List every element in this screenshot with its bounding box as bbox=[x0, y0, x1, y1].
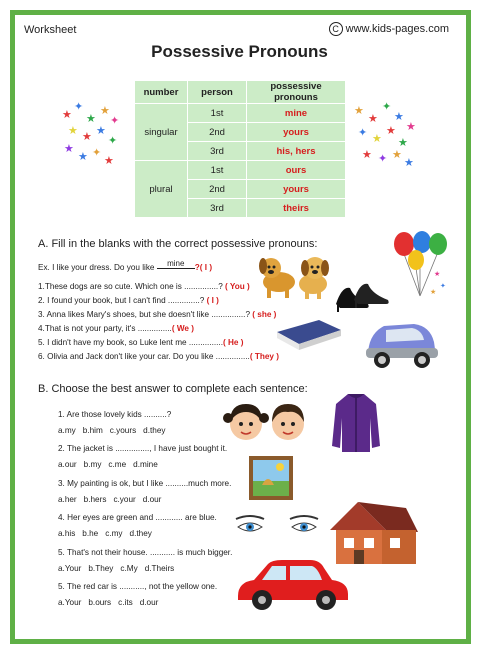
person-cell: 3rd bbox=[188, 199, 247, 218]
worksheet-label: Worksheet bbox=[24, 24, 77, 36]
pronoun-cell: theirs bbox=[247, 199, 346, 218]
list-item bbox=[38, 310, 276, 319]
red-car-icon bbox=[232, 556, 352, 612]
svg-text:✦: ✦ bbox=[382, 100, 392, 113]
answer-options bbox=[58, 598, 165, 607]
svg-text:★: ★ bbox=[68, 124, 78, 137]
svg-text:★: ★ bbox=[100, 104, 110, 117]
svg-text:★: ★ bbox=[96, 124, 106, 137]
example-answer: mine bbox=[157, 259, 195, 269]
high-heel-shoes-icon bbox=[332, 278, 392, 312]
question-text: 1. Are those lovely kids ..........? bbox=[58, 410, 172, 419]
option[interactable]: a.my bbox=[58, 426, 76, 435]
question-text: 2. The jacket is ..............., I have just bought it. bbox=[58, 444, 228, 453]
option[interactable]: d.they bbox=[129, 529, 152, 538]
answer-options bbox=[58, 529, 159, 538]
option[interactable]: d.our bbox=[139, 598, 159, 607]
svg-text:✦: ✦ bbox=[110, 114, 120, 127]
question-text: 5. That's not their house. ........... is much bigger. bbox=[58, 548, 233, 557]
list-item bbox=[38, 324, 194, 333]
svg-text:★: ★ bbox=[404, 156, 414, 169]
question-text: 3. My painting is ok, but I like ..........much more. bbox=[58, 479, 232, 488]
list-item bbox=[38, 352, 279, 361]
example-hint: ?( I ) bbox=[194, 263, 213, 272]
svg-text:★: ★ bbox=[430, 288, 437, 296]
item-text: 1.These dogs are so cute. Which one is ...............? bbox=[38, 282, 226, 291]
svg-text:★: ★ bbox=[392, 148, 402, 161]
item-text: 5. I didn't have my book, so Luke lent me ............... bbox=[38, 338, 223, 347]
site-url[interactable]: www.kids-pages.com bbox=[345, 23, 449, 35]
jacket-icon bbox=[330, 390, 382, 454]
balloons-icon bbox=[390, 230, 452, 302]
svg-text:✦: ✦ bbox=[108, 134, 118, 147]
smart-car-icon bbox=[362, 318, 440, 370]
puppies-icon bbox=[255, 248, 337, 300]
item-text: 3. Anna likes Mary's shoes, but she doesn't like ...............? bbox=[38, 310, 253, 319]
section-b-heading: B. Choose the best answer to complete each sentence: bbox=[38, 383, 308, 395]
option[interactable]: b.ours bbox=[88, 598, 112, 607]
svg-text:★: ★ bbox=[62, 108, 72, 121]
list-item bbox=[38, 282, 250, 291]
question-text: 4. Her eyes are green and ............ are blue. bbox=[58, 513, 217, 522]
column-header: person bbox=[188, 81, 247, 104]
option[interactable]: c.its bbox=[118, 598, 133, 607]
option[interactable]: a.his bbox=[58, 529, 76, 538]
option[interactable]: b.him bbox=[82, 426, 103, 435]
svg-text:★: ★ bbox=[406, 120, 416, 133]
answer-options bbox=[58, 495, 168, 504]
number-cell-plural: plural bbox=[135, 161, 188, 218]
painting-icon bbox=[248, 455, 294, 501]
option[interactable]: b.he bbox=[82, 529, 99, 538]
pronoun-cell: yours bbox=[247, 180, 346, 199]
pronoun-table bbox=[134, 80, 346, 218]
option[interactable]: c.me bbox=[108, 460, 127, 469]
svg-text:★: ★ bbox=[104, 154, 114, 167]
item-hint: ( He ) bbox=[222, 338, 244, 347]
option[interactable]: a.Your bbox=[58, 564, 82, 573]
copyright-icon: C bbox=[329, 22, 343, 36]
svg-text:✦: ✦ bbox=[92, 146, 102, 159]
person-cell: 1st bbox=[188, 161, 247, 180]
item-hint: ( They ) bbox=[249, 352, 279, 361]
svg-text:★: ★ bbox=[78, 150, 88, 163]
pronoun-cell: ours bbox=[247, 161, 346, 180]
column-header: possessive pronouns bbox=[247, 81, 346, 104]
item-hint: ( she ) bbox=[252, 310, 277, 319]
option[interactable]: b.my bbox=[83, 460, 102, 469]
svg-text:★: ★ bbox=[354, 104, 364, 117]
svg-text:★: ★ bbox=[398, 136, 408, 149]
example-line bbox=[38, 259, 213, 273]
pronoun-cell: yours bbox=[247, 123, 346, 142]
svg-text:✦: ✦ bbox=[440, 282, 446, 290]
site-credit bbox=[329, 22, 449, 36]
eyes-icon bbox=[232, 513, 324, 537]
item-text: 2. I found your book, but I can't find ..............? bbox=[38, 296, 207, 305]
list-item bbox=[38, 338, 243, 347]
option[interactable]: d.mine bbox=[133, 460, 158, 469]
example-text: Ex. I like your dress. Do you like bbox=[38, 263, 157, 272]
answer-options bbox=[58, 564, 181, 573]
option[interactable]: b.hers bbox=[83, 495, 107, 504]
confetti-stars-right-icon bbox=[352, 100, 417, 170]
answer-options bbox=[58, 426, 172, 435]
option[interactable]: c.yours bbox=[109, 426, 137, 435]
svg-text:★: ★ bbox=[362, 148, 372, 161]
column-header: number bbox=[135, 81, 188, 104]
answer-options bbox=[58, 460, 165, 469]
kids-faces-icon bbox=[222, 400, 312, 444]
svg-text:✦: ✦ bbox=[378, 152, 388, 165]
option[interactable]: c.My bbox=[120, 564, 138, 573]
pronoun-cell: mine bbox=[247, 104, 346, 123]
svg-text:★: ★ bbox=[86, 112, 96, 125]
svg-text:★: ★ bbox=[372, 132, 382, 145]
svg-text:✦: ✦ bbox=[358, 126, 368, 139]
option[interactable]: a.Your bbox=[58, 598, 82, 607]
svg-text:★: ★ bbox=[64, 142, 74, 155]
svg-text:★: ★ bbox=[434, 270, 441, 278]
page-title: Possessive Pronouns bbox=[151, 42, 328, 61]
list-item bbox=[38, 296, 219, 305]
option[interactable]: d.they bbox=[143, 426, 166, 435]
option[interactable]: d.Theirs bbox=[144, 564, 175, 573]
confetti-stars-left-icon bbox=[60, 100, 125, 170]
item-text: 4.That is not your party, it's ............... bbox=[38, 324, 172, 333]
svg-text:★: ★ bbox=[386, 124, 396, 137]
option[interactable]: c.your bbox=[113, 495, 136, 504]
item-text: 6. Olivia and Jack don't like your car. Do you like ............... bbox=[38, 352, 250, 361]
svg-text:★: ★ bbox=[394, 110, 404, 123]
person-cell: 3rd bbox=[188, 142, 247, 161]
svg-text:★: ★ bbox=[82, 130, 92, 143]
pronoun-cell: his, hers bbox=[247, 142, 346, 161]
option[interactable]: a.her bbox=[58, 495, 77, 504]
person-cell: 2nd bbox=[188, 123, 247, 142]
section-a-heading: A. Fill in the blanks with the correct possessive pronouns: bbox=[38, 238, 318, 250]
number-cell-singular: singular bbox=[135, 104, 188, 161]
book-icon bbox=[273, 318, 343, 352]
item-hint: ( I ) bbox=[206, 296, 219, 305]
person-cell: 1st bbox=[188, 104, 247, 123]
option[interactable]: b.They bbox=[88, 564, 114, 573]
person-cell: 2nd bbox=[188, 180, 247, 199]
item-hint: ( We ) bbox=[171, 324, 194, 333]
svg-text:★: ★ bbox=[368, 112, 378, 125]
option[interactable]: d.our bbox=[142, 495, 162, 504]
option[interactable]: c.my bbox=[105, 529, 123, 538]
question-text: 5. The red car is ..........., not the yellow one. bbox=[58, 582, 218, 591]
svg-text:✦: ✦ bbox=[74, 100, 84, 113]
item-hint: ( You ) bbox=[225, 282, 250, 291]
option[interactable]: a.our bbox=[58, 460, 77, 469]
